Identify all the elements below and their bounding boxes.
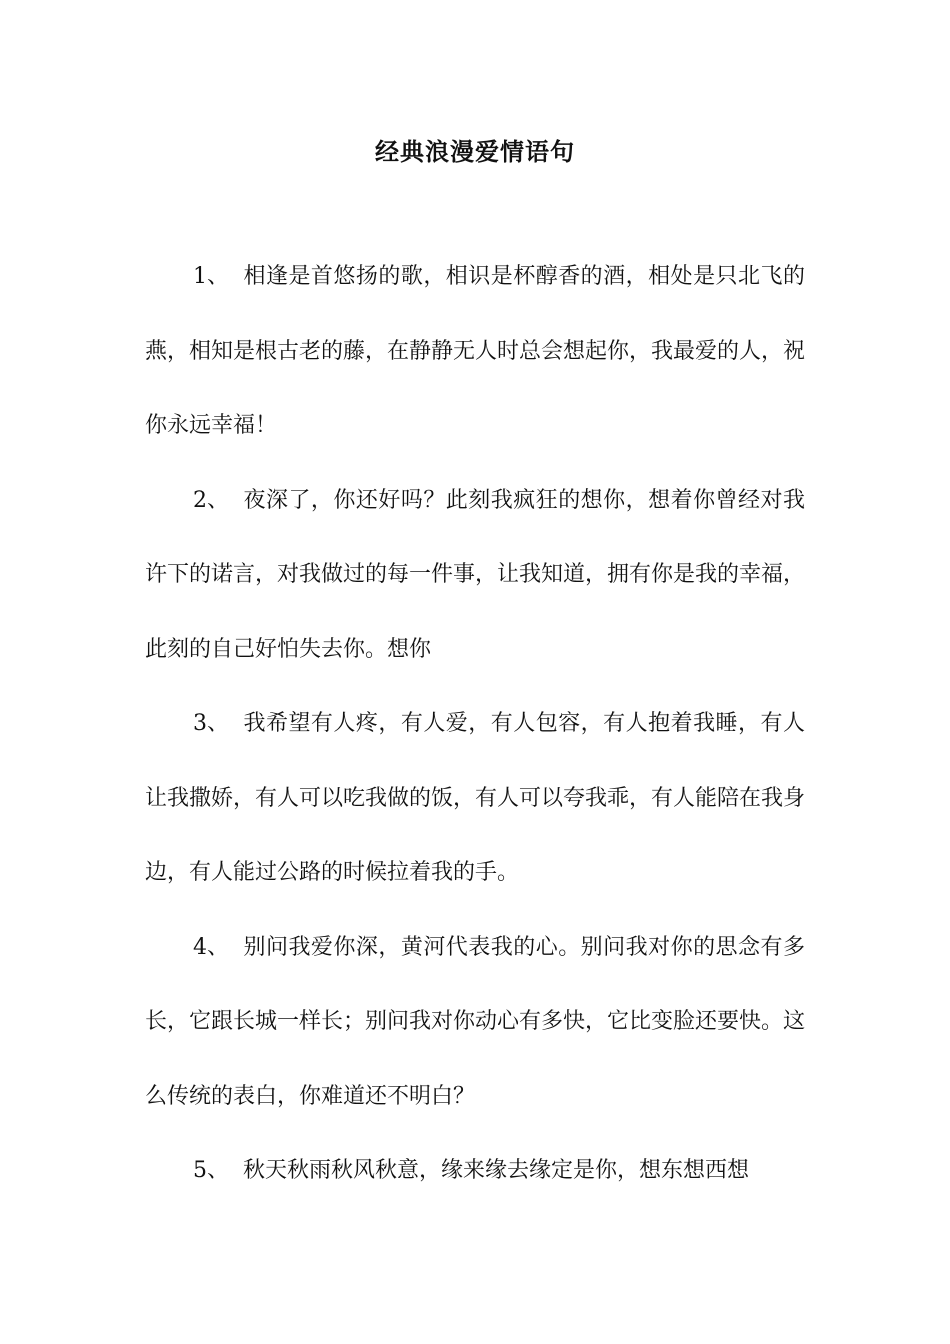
list-item: [145, 464, 805, 688]
list-item: [145, 911, 805, 1135]
item-text: 秋天秋雨秋风秋意，缘来缘去缘定是你，想东想西想: [243, 1158, 750, 1183]
item-text: 别问我爱你深，黄河代表我的心。别问我对你的思念有多长，它跟长城一样长；别问我对你动心有多快，它比变脸还要快。这么传统的表白，你难道还不明白？: [145, 934, 806, 1109]
item-text: 相逢是首悠扬的歌，相识是杯醇香的酒，相处是只北飞的燕，相知是根古老的藤，在静静无人时总会想起你，我最爱的人，祝你永远幸福！: [145, 264, 806, 438]
item-number: 3、: [193, 711, 229, 736]
item-text: 夜深了，你还好吗？此刻我疯狂的想你，想着你曾经对我许下的诺言，对我做过的每一件事，让我知道，拥有你是我的幸福，此刻的自己好怕失去你。想你: [145, 487, 806, 662]
document-body: [145, 240, 805, 1209]
item-number: 2、: [193, 487, 229, 513]
document-title: 经典浪漫爱情语句: [375, 137, 575, 166]
item-text: 我希望有人疼，有人爱，有人包容，有人抱着我睡，有人让我撒娇，有人可以吃我做的饭，有人可以夸我乖，有人能陪在我身边，有人能过公路的时候拉着我的手。: [145, 711, 806, 885]
list-item: [145, 240, 805, 464]
item-number: 5、: [193, 1158, 229, 1183]
item-number: 4、: [193, 934, 229, 960]
list-item: [145, 1134, 805, 1209]
list-item: [145, 687, 805, 911]
item-number: 1、: [193, 264, 229, 289]
